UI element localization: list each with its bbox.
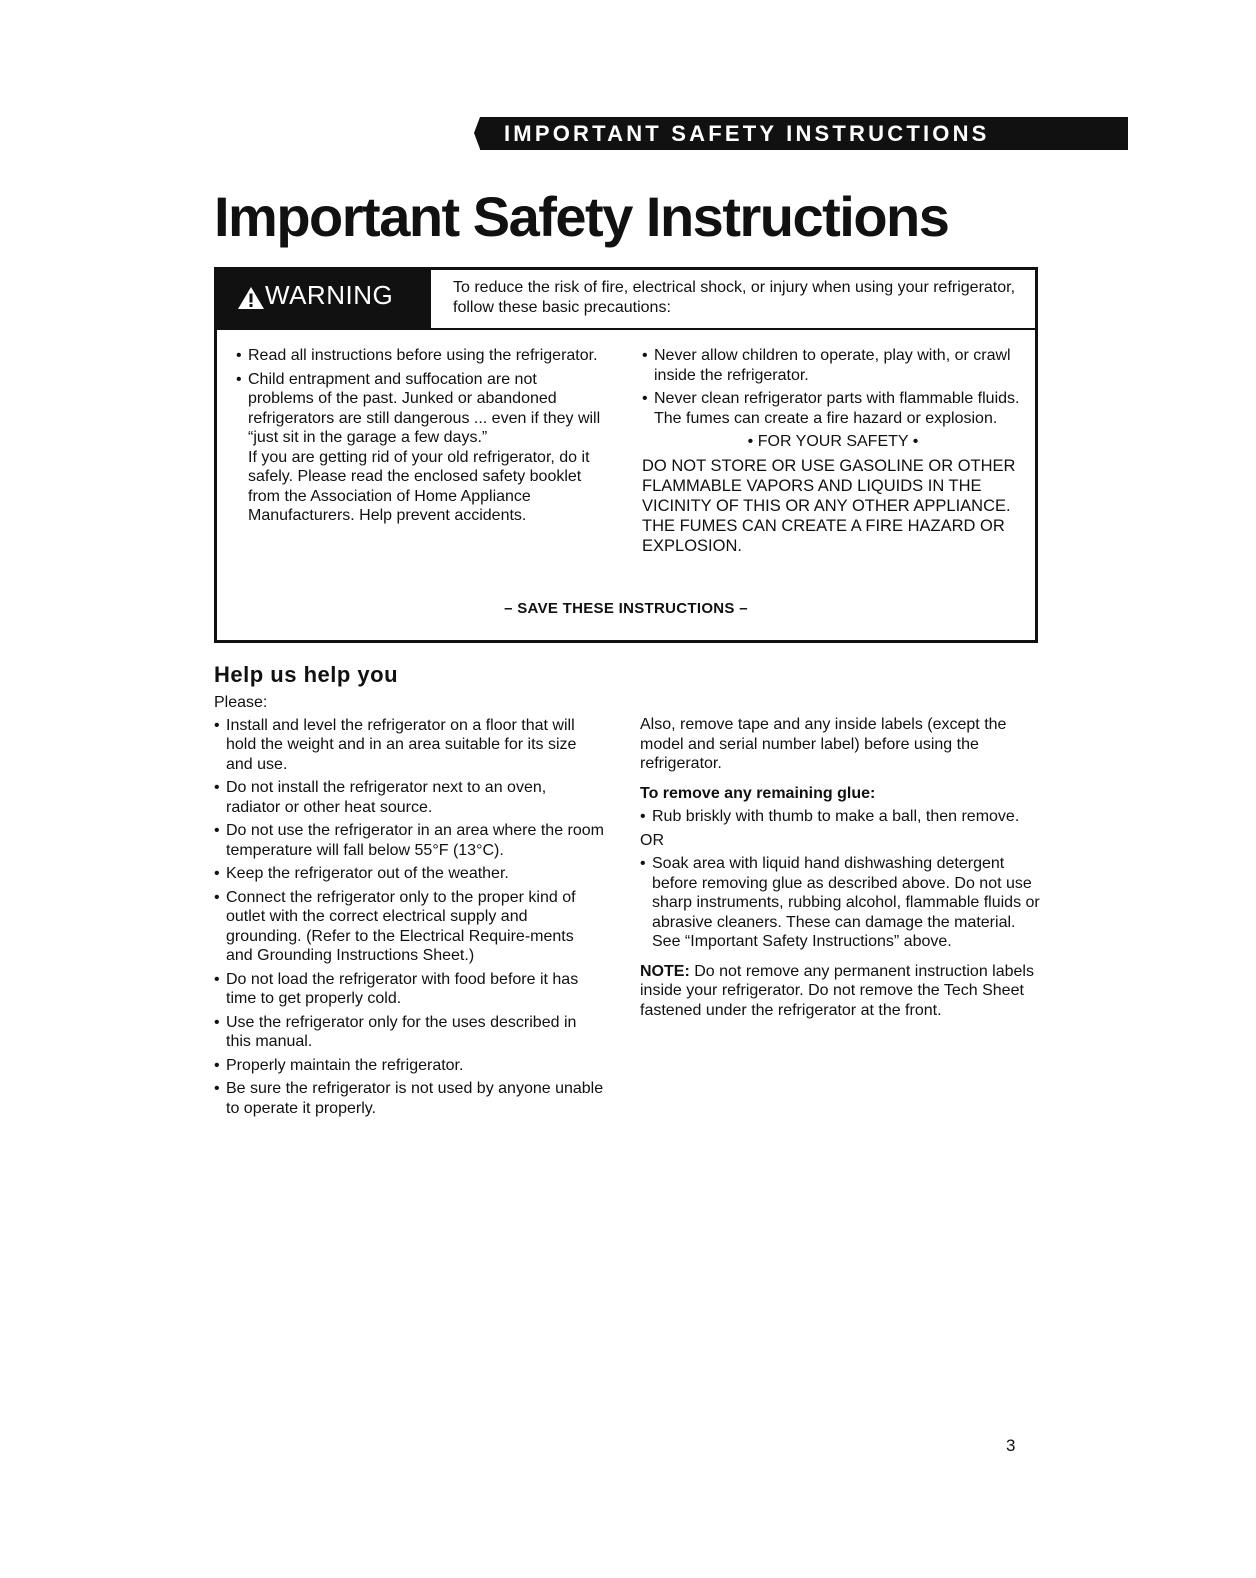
section-header-text: IMPORTANT SAFETY INSTRUCTIONS xyxy=(504,121,990,146)
or-label: OR xyxy=(640,831,664,849)
help-item: • Install and level the refrigerator on a floor that will hold the weight and in an area suitable for its size and use. xyxy=(214,716,604,775)
help-item: • Connect the refrigerator only to the proper kind of outlet with the correct electrical supply and grounding. (Refer to the Electrical Require-ments and Grounding Instructions Sheet.) xyxy=(214,888,604,966)
warning-item: • Read all instructions before using the refrigerator. xyxy=(236,346,606,366)
save-instructions: – SAVE THESE INSTRUCTIONS – xyxy=(504,600,748,617)
note-paragraph xyxy=(640,962,1040,1021)
warning-item: • Never allow children to operate, play with, or crawl inside the refrigerator. xyxy=(642,346,1024,385)
help-item: • Be sure the refrigerator is not used by anyone unable to operate it properly. xyxy=(214,1079,604,1118)
warning-label xyxy=(217,270,431,328)
help-item: • Properly maintain the refrigerator. xyxy=(214,1056,604,1076)
help-item: • Do not use the refrigerator in an area where the room temperature will fall below 55°F (13°C). xyxy=(214,821,604,860)
warning-disposal-paragraph: If you are getting rid of your old refrigerator, do it safely. Please read the enclosed safety booklet from the Association of Home Appliance Manufacturers. Help prevent accidents. xyxy=(248,448,590,524)
warning-item: • Never clean refrigerator parts with flammable fluids. The fumes can create a fire hazard or explosion. xyxy=(642,389,1024,428)
section-header-bar xyxy=(480,117,1128,150)
warning-right-column xyxy=(642,346,1024,556)
help-left-column xyxy=(214,693,604,1122)
help-item: • Do not load the refrigerator with food before it has time to get properly cold. xyxy=(214,970,604,1009)
warning-left-column xyxy=(236,346,606,526)
warning-label-text: WARNING xyxy=(265,280,394,310)
note-label: NOTE: xyxy=(640,962,690,980)
glue-step: • Rub briskly with thumb to make a ball, then remove. xyxy=(640,807,1040,827)
warning-divider xyxy=(217,328,1035,330)
help-us-heading: Help us help you xyxy=(214,662,399,687)
remove-labels-paragraph: Also, remove tape and any inside labels (except the model and serial number label) before using the refrigerator. xyxy=(640,716,1007,772)
help-item: • Use the refrigerator only for the uses described in this manual. xyxy=(214,1013,604,1052)
page-number: 3 xyxy=(1006,1436,1016,1455)
note-text: Do not remove any permanent instruction labels inside your refrigerator. Do not remove the Tech Sheet fastened under the refrigerator at the front. xyxy=(640,962,1034,1019)
help-item: • Do not install the refrigerator next to an oven, radiator or other heat source. xyxy=(214,778,604,817)
help-right-column xyxy=(640,715,1040,1030)
warning-item: • Child entrapment and suffocation are not problems of the past. Junked or abandoned refrigerators are still dangerous ... even if they will “just sit in the garage a few days.” xyxy=(236,370,606,448)
warning-intro: To reduce the risk of fire, electrical shock, or injury when using your refrigerator, follow these basic precautions: xyxy=(453,279,1016,316)
glue-step: • Soak area with liquid hand dishwashing detergent before removing glue as described above. Do not use sharp instruments, rubbing alcohol, flammable fluids or abrasive cleaners. These can damage the material. See “Important Safety Instructions” above. xyxy=(640,854,1040,952)
glue-heading: To remove any remaining glue: xyxy=(640,784,876,802)
help-item: • Keep the refrigerator out of the weather. xyxy=(214,864,604,884)
gasoline-warning: DO NOT STORE OR USE GASOLINE OR OTHER FLAMMABLE VAPORS AND LIQUIDS IN THE VICINITY OF THIS OR ANY OTHER APPLIANCE. THE FUMES CAN CREATE A FIRE HAZARD OR EXPLOSION. xyxy=(642,456,1016,555)
page-title: Important Safety Instructions xyxy=(214,185,949,248)
please-label: Please: xyxy=(214,694,268,711)
warning-triangle-icon xyxy=(237,286,265,310)
for-your-safety-heading: • FOR YOUR SAFETY • xyxy=(747,433,919,450)
